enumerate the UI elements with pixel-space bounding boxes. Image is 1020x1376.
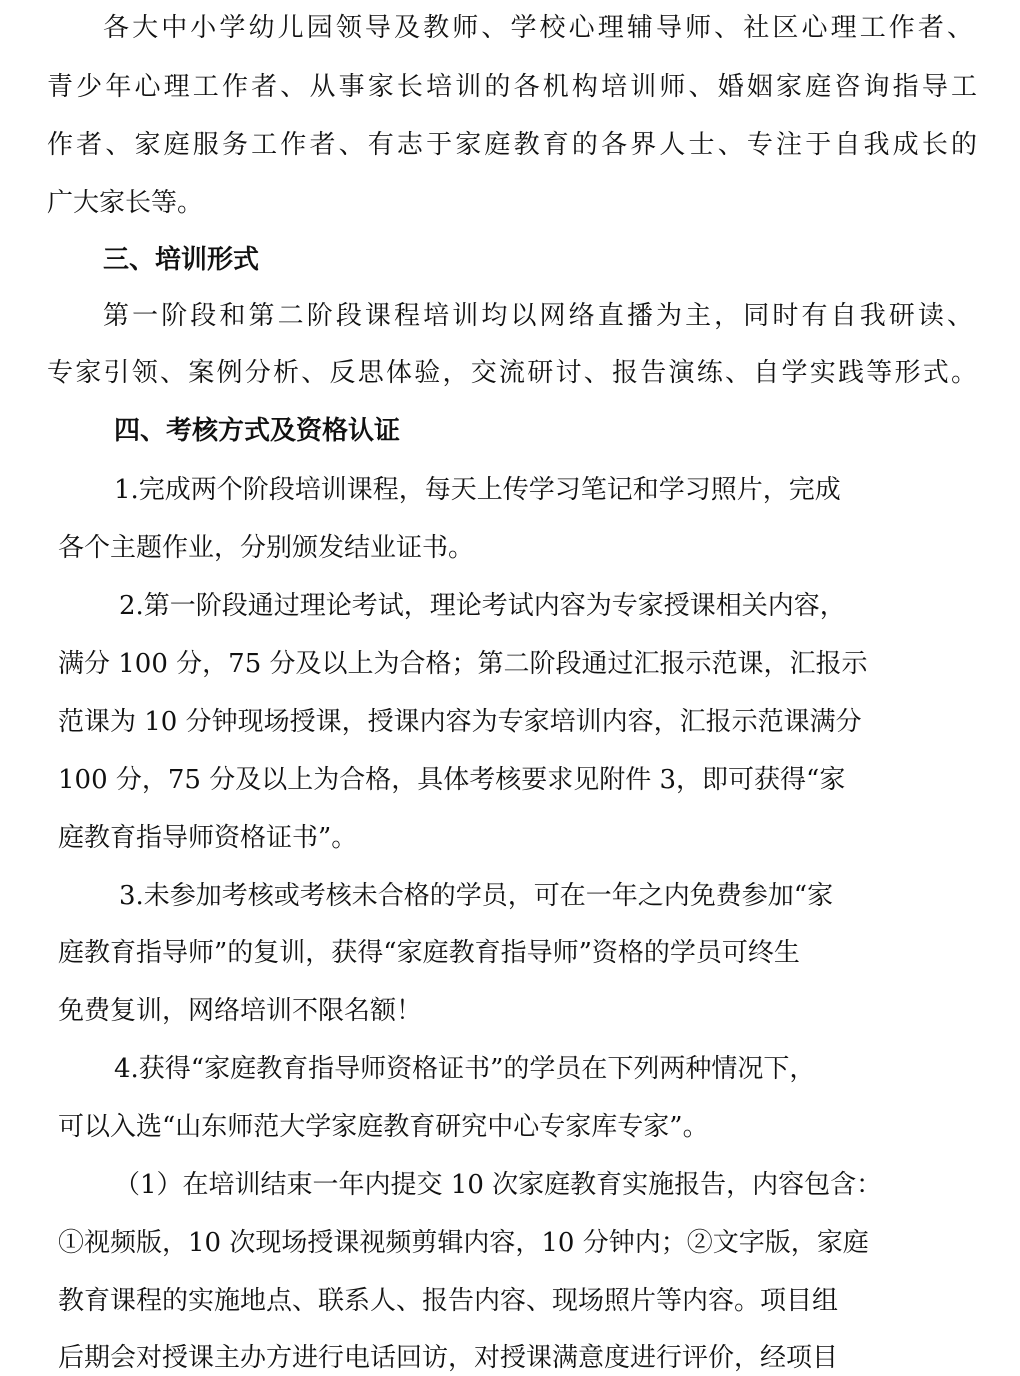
section-heading: 三、培训形式 [103,245,260,275]
paragraph-line: 各大中小学幼儿园领导及教师、学校心理辅导师、社区心理工作者、 [103,13,977,43]
list-item-line: 1.完成两个阶段培训课程，每天上传学习笔记和学习照片，完成 [114,475,841,505]
list-item-line: 3.未参加考核或考核未合格的学员，可在一年之内免费参加“家 [119,881,834,911]
list-item-line: 4.获得“家庭教育指导师资格证书”的学员在下列两种情况下， [114,1054,816,1084]
list-item-line: 庭教育指导师资格证书”。 [58,823,358,853]
list-item-line: 满分 100 分，75 分及以上为合格；第二阶段通过汇报示范课，汇报示 [58,649,868,679]
paragraph-line: 青少年心理工作者、从事家长培训的各机构培训师、婚姻家庭咨询指导工 [47,72,981,102]
sub-item-line: ①视频版，10 次现场授课视频剪辑内容，10 分钟内；②文字版，家庭 [58,1228,869,1258]
list-item-line: 庭教育指导师”的复训，获得“家庭教育指导师”资格的学员可终生 [58,938,800,968]
list-item-line: 各个主题作业，分别颁发结业证书。 [58,533,475,563]
sub-item-line: 教育课程的实施地点、联系人、报告内容、现场照片等内容。项目组 [58,1286,839,1316]
sub-item-line: （1）在培训结束一年内提交 10 次家庭教育实施报告，内容包含： [114,1170,883,1200]
paragraph-line: 广大家长等。 [47,188,204,218]
list-item-line: 免费复训，网络培训不限名额！ [58,996,423,1026]
list-item-line: 100 分，75 分及以上为合格，具体考核要求见附件 3，即可获得“家 [58,765,846,795]
sub-item-line: 后期会对授课主办方进行电话回访，对授课满意度进行评价，经项目 [58,1343,839,1373]
list-item-line: 2.第一阶段通过理论考试，理论考试内容为专家授课相关内容， [119,591,846,621]
paragraph-line: 专家引领、案例分析、反思体验，交流研讨、报告演练、自学实践等形式。 [47,358,980,388]
paragraph-line: 第一阶段和第二阶段课程培训均以网络直播为主，同时有自我研读、 [103,301,977,331]
section-heading: 四、考核方式及资格认证 [114,416,401,446]
list-item-line: 范课为 10 分钟现场授课，授课内容为专家培训内容，汇报示范课满分 [58,707,862,737]
list-item-line: 可以入选“山东师范大学家庭教育研究中心专家库专家”。 [58,1112,709,1142]
paragraph-line: 作者、家庭服务工作者、有志于家庭教育的各界人士、专注于自我成长的 [47,130,981,160]
